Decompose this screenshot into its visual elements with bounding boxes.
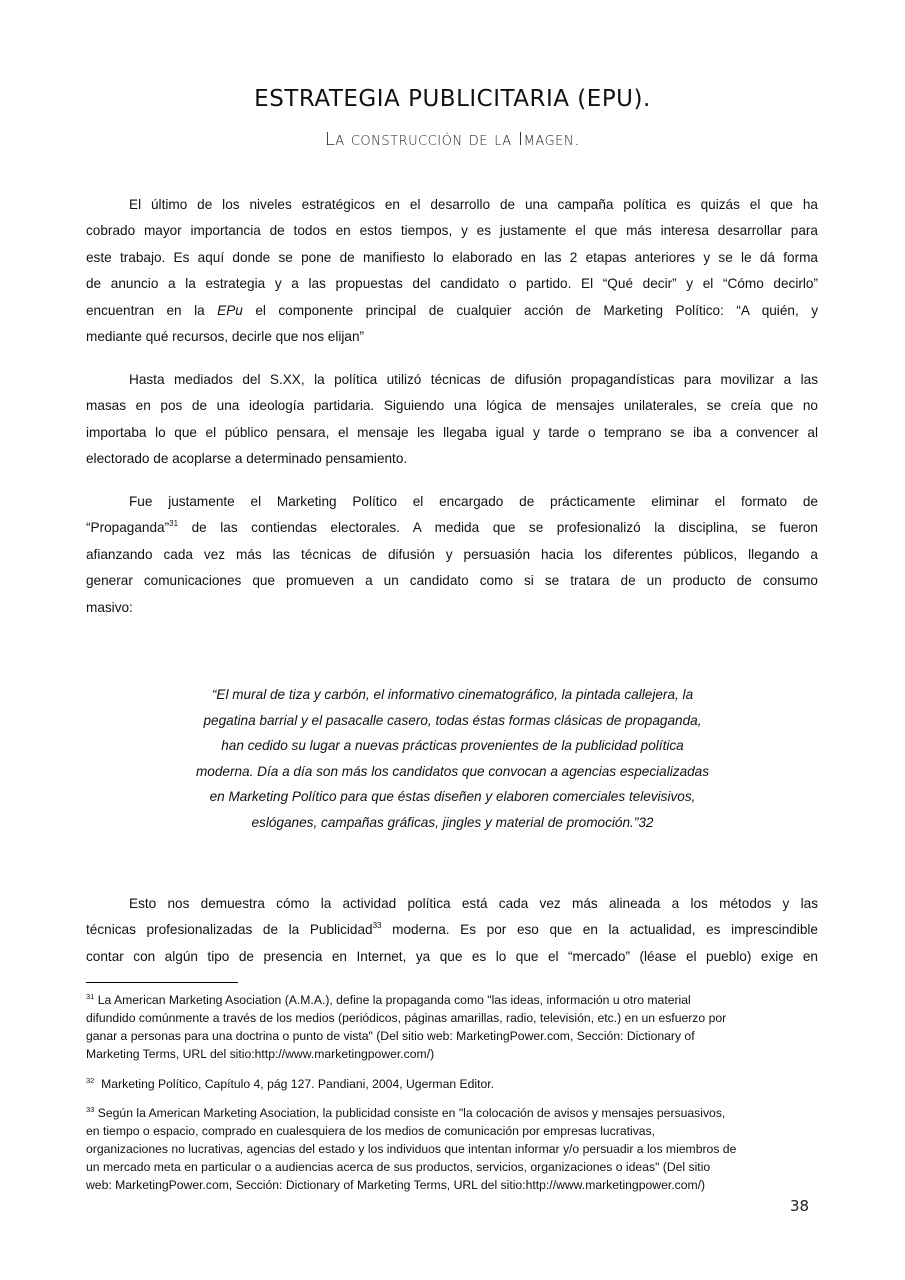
- footnote-separator: [86, 982, 238, 983]
- footnote-line: organizaciones no lucrativas, agencias del estado y los individuos que intentan informar y/o persuadir a los miembros de: [86, 1142, 737, 1156]
- paragraph-4: [86, 891, 818, 970]
- text-span: La American Marketing Asociation (A.M.A.), define la propaganda como "las ideas, información u otro material: [94, 993, 691, 1007]
- footnote-32: [86, 1075, 826, 1093]
- footnote-number: 33: [86, 1105, 95, 1114]
- text-line: Hasta mediados del S.XX, la política utilizó técnicas de difusión propagandísticas para movilizar a las: [129, 372, 818, 387]
- text-line: [86, 298, 818, 324]
- footnote-line: un mercado meta en particular o a audiencias acerca de sus productos, servicios, organizaciones o ideas" (Del sitio: [86, 1160, 711, 1174]
- epu-emphasis: EPu: [217, 302, 243, 318]
- footnote-line: [86, 1075, 826, 1093]
- footnote-line: [86, 1104, 826, 1122]
- quote-line: eslóganes, campañas gráficas, jingles y material de promoción.”32: [251, 814, 654, 830]
- footnote-line: Marketing Terms, URL del sitio:http://www.marketingpower.com/): [86, 1047, 435, 1061]
- text-span: de las contiendas electorales. A medida que se profesionalizó la disciplina, se fueron: [178, 520, 818, 536]
- quote-line: han cedido su lugar a nuevas prácticas provenientes de la publicidad política: [221, 738, 684, 753]
- text-line: Fue justamente el Marketing Político el encargado de prácticamente eliminar el formato de: [129, 494, 818, 509]
- quote-line: “El mural de tiza y carbón, el informativo cinematográfico, la pintada callejera, la: [211, 687, 694, 702]
- footnote-33: [86, 1104, 826, 1194]
- footnote-line: web: MarketingPower.com, Sección: Dictionary of Marketing Terms, URL del sitio:http://www.marketingpower.com/): [86, 1178, 706, 1192]
- text-span: técnicas profesionalizadas de la Publicidad: [86, 922, 373, 938]
- footnote-number: 31: [86, 992, 95, 1001]
- text-line: El último de los niveles estratégicos en el desarrollo de una campaña política es quizás el que ha: [129, 197, 818, 212]
- footnote-number: 32: [86, 1076, 95, 1085]
- text-line: masivo:: [86, 599, 133, 615]
- page-title: ESTRATEGIA PUBLICITARIA (EPU).: [254, 86, 651, 112]
- text-line: electorado de acoplarse a determinado pensamiento.: [86, 451, 408, 467]
- text-line: generar comunicaciones que promueven a un candidato como si se tratara de un producto de consumo: [86, 573, 818, 589]
- text-span: Marketing Político, Capítulo 4, pág 127. Pandiani, 2004, Ugerman Editor.: [94, 1077, 495, 1091]
- footnote-line: en tiempo o espacio, comprado en cualesquiera de los medios de comunicación por empresas lucrativas,: [86, 1124, 656, 1138]
- text-line: contar con algún tipo de presencia en Internet, ya que es lo que el “mercado” (léase el pueblo) exige en: [86, 948, 818, 964]
- text-line: [86, 917, 818, 943]
- text-span: encuentran en la: [86, 302, 218, 318]
- paragraph-2: [86, 367, 818, 473]
- text-line: de anuncio a la estrategia y a las propuestas del candidato o partido. El “Qué decir” y el “Cómo decirlo”: [86, 276, 818, 292]
- text-line: Esto nos demuestra cómo la actividad política está cada vez más alineada a los métodos y las: [129, 896, 818, 911]
- text-span: el componente principal de cualquier acción de Marketing Político: “A quién, y: [242, 302, 818, 318]
- text-line: masas en pos de una ideología partidaria. Siguiendo una lógica de mensajes unilaterales, se creía que no: [86, 398, 818, 414]
- text-span: “Propaganda”: [86, 520, 170, 536]
- quote-line: pegatina barrial y el pasacalle casero, todas éstas formas clásicas de propaganda,: [203, 712, 702, 728]
- text-line: [86, 515, 818, 541]
- text-line: mediante qué recursos, decirle que nos elijan”: [86, 328, 365, 344]
- quote-line: moderna. Día a día son más los candidatos que convocan a agencias especializadas: [195, 763, 710, 779]
- text-line: afianzando cada vez más las técnicas de difusión y persuasión hacia los diferentes públicos, llegando a: [86, 546, 818, 562]
- text-line: importaba lo que el público pensara, el mensaje les llegaba igual y tarde o temprano se iba a convencer al: [86, 424, 818, 440]
- text-line: este trabajo. Es aquí donde se pone de manifiesto lo elaborado en las 2 etapas anteriores y se le dá forma: [86, 249, 818, 265]
- footnote-ref[interactable]: 31: [169, 519, 179, 529]
- paragraph-3: [86, 489, 818, 621]
- footnote-line: difundido comúnmente a través de los medios (periódicos, páginas amarillas, radio, televisión, etc.) en un esfuerzo por: [86, 1011, 727, 1025]
- footnote-31: [86, 991, 826, 1063]
- page-subtitle: La construcción de la Imagen.: [324, 129, 581, 150]
- footnote-line: ganar a personas para una doctrina o punto de vista" (Del sitio web: MarketingPower.com, Sección: Dictionary of: [86, 1029, 695, 1043]
- footnote-ref[interactable]: 33: [372, 921, 382, 931]
- block-quote: [120, 682, 785, 835]
- footnote-line: [86, 991, 826, 1009]
- text-span: moderna. Es por eso que en la actualidad, es imprescindible: [381, 922, 818, 938]
- quote-line: en Marketing Político para que éstas diseñen y elaboren comerciales televisivos,: [209, 789, 696, 804]
- paragraph-1: [86, 192, 818, 350]
- page-number: 38: [790, 1197, 810, 1215]
- text-line: cobrado mayor importancia de todos en estos tiempos, y es justamente el que más interesa desarrollar para: [86, 223, 818, 239]
- text-span: Según la American Marketing Asociation, la publicidad consiste en "la colocación de avisos y mensajes persuasivos,: [94, 1106, 726, 1120]
